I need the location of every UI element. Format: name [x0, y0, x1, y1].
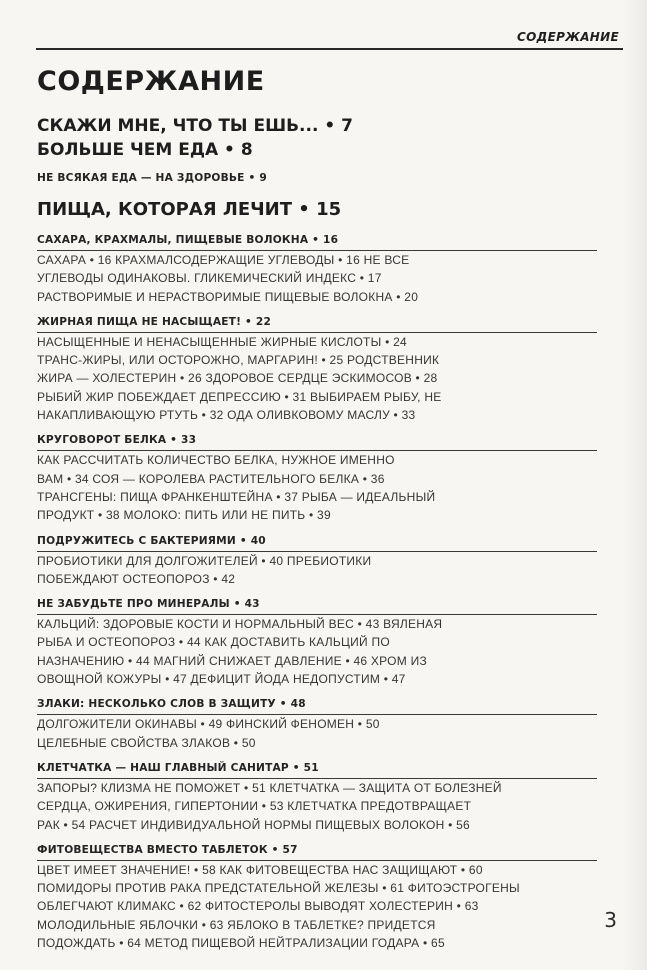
toc-entry[interactable]	[37, 168, 617, 188]
section-entries	[37, 861, 617, 952]
entry-line[interactable]: РЫБА И ОСТЕОПОРОЗ • 44 КАК ДОСТАВИТЬ КАЛЬЦИЙ ПО	[37, 635, 390, 650]
section-entries	[37, 615, 617, 688]
bullet: •	[170, 434, 178, 447]
entry-line[interactable]: ПОМИДОРЫ ПРОТИВ РАКА ПРЕДСТАТЕЛЬНОЙ ЖЕЛЕЗЫ • 61 ФИТОЭСТРОГЕНЫ	[37, 881, 520, 896]
bullet: •	[245, 315, 252, 328]
toc-entry[interactable]	[37, 114, 617, 138]
entry-line[interactable]: ОБЛЕГЧАЮТ КЛИМАКС • 62 ФИТОСТЕРОЛЫ ВЫВОДЯТ ХОЛЕСТЕРИН • 63	[37, 899, 479, 914]
toc-section	[37, 525, 617, 589]
entry-line[interactable]: ПРОДУКТ • 38 МОЛОКО: ПИТЬ ИЛИ НЕ ПИТЬ • 39	[37, 508, 331, 523]
entry-line[interactable]: КАЛЬЦИЙ: ЗДОРОВЫЕ КОСТИ И НОРМАЛЬНЫЙ ВЕС • 43 ВЯЛЕНАЯ	[37, 617, 443, 632]
entry-line[interactable]: ДОЛГОЖИТЕЛИ ОКИНАВЫ • 49 ФИНСКИЙ ФЕНОМЕН • 50	[37, 717, 380, 732]
sections-list	[37, 222, 617, 952]
section-heading[interactable]	[37, 840, 617, 860]
bullet: •	[224, 140, 235, 160]
entry-line[interactable]: РАК • 54 РАСЧЕТ ИНДИВИДУАЛЬНОЙ НОРМЫ ПИЩЕВЫХ ВОЛОКОН • 56	[37, 817, 470, 832]
section-entries	[37, 779, 617, 834]
entry-line[interactable]: НАКАПЛИВАЮЩУЮ РТУТЬ • 32 ОДА ОЛИВКОВОМУ МАСЛУ • 33	[37, 408, 416, 423]
section-title: САХАРА, КРАХМАЛЫ, ПИЩЕВЫЕ ВОЛОКНА	[37, 234, 313, 246]
section-heading[interactable]	[37, 430, 617, 450]
header-rule	[36, 48, 623, 50]
toc-entry-page: 7	[341, 116, 353, 136]
section-title: ЖИРНАЯ ПИЩА НЕ НАСЫЩАЕТ!	[37, 315, 246, 328]
section-entries	[37, 451, 617, 524]
entry-line[interactable]: КАК РАССЧИТАТЬ КОЛИЧЕСТВО БЕЛКА, НУЖНОЕ ИМЕННО	[37, 453, 395, 468]
section-title: НЕ ЗАБУДЬТЕ ПРО МИНЕРАЛЫ	[37, 598, 234, 611]
toc-section	[37, 424, 617, 524]
part-page: 15	[316, 199, 342, 220]
section-title: КРУГОВОРОТ БЕЛКА	[37, 434, 171, 447]
entry-line[interactable]: ЖИРА — ХОЛЕСТЕРИН • 26 ЗДОРОВОЕ СЕРДЦЕ ЭСКИМОСОВ • 28	[37, 371, 438, 386]
toc-section	[37, 222, 617, 306]
toc-entry-title: БОЛЬШЕ ЧЕМ ЕДА	[37, 140, 225, 160]
bullet: •	[239, 534, 247, 547]
entry-line[interactable]: САХАРА • 16 КРАХМАЛСОДЕРЖАЩИЕ УГЛЕВОДЫ • 16 НЕ ВСЕ	[37, 253, 410, 267]
toc-section	[37, 588, 617, 688]
toc-entry-title: НЕ ВСЯКАЯ ЕДА — НА ЗДОРОВЬЕ	[37, 172, 249, 184]
section-title: ЗЛАКИ: НЕСКОЛЬКО СЛОВ В ЗАЩИТУ	[37, 698, 280, 711]
section-page: 43	[244, 598, 260, 611]
bullet: •	[298, 199, 310, 220]
entry-line[interactable]: УГЛЕВОДЫ ОДИНАКОВЫ. ГЛИКЕМИЧЕСКИЙ ИНДЕКС • 17	[37, 271, 382, 286]
section-page: 22	[255, 315, 272, 328]
section-entries	[37, 333, 617, 424]
page-title: СОДЕРЖАНИЕ	[37, 66, 265, 97]
entry-line[interactable]: ЦВЕТ ИМЕЕТ ЗНАЧЕНИЕ! • 58 КАК ФИТОВЕЩЕСТВА НАС ЗАЩИЩАЮТ • 60	[37, 862, 483, 877]
toc-entry[interactable]	[37, 138, 617, 162]
entry-line[interactable]: НАСЫЩЕННЫЕ И НЕНАСЫЩЕННЫЕ ЖИРНЫЕ КИСЛОТЫ • 24	[37, 334, 407, 349]
toc-entry-page: 9	[259, 172, 267, 184]
entry-line[interactable]: ЦЕЛЕБНЫЕ СВОЙСТВА ЗЛАКОВ • 50	[37, 735, 256, 750]
part-heading[interactable]	[37, 198, 617, 222]
bullet: •	[271, 843, 279, 856]
entry-line[interactable]: ПОДОЖДАТЬ • 64 МЕТОД ПИЩЕВОЙ НЕЙТРАЛИЗАЦИИ ГОДАРА • 65	[37, 936, 445, 951]
section-page: 16	[323, 234, 339, 246]
section-title: ФИТОВЕЩЕСТВА ВМЕСТО ТАБЛЕТОК	[37, 843, 272, 856]
entry-line[interactable]: ТРАНСГЕНЫ: ПИЩА ФРАНКЕНШТЕЙНА • 37 РЫБА — ИДЕАЛЬНЫЙ	[37, 489, 436, 504]
entry-line[interactable]: ВАМ • 34 СОЯ — КОРОЛЕВА РАСТИТЕЛЬНОГО БЕЛКА • 36	[37, 471, 385, 486]
section-entries	[37, 715, 617, 752]
part-title: ПИЩА, КОТОРАЯ ЛЕЧИТ	[37, 199, 299, 220]
section-heading[interactable]	[37, 694, 617, 714]
bullet: •	[233, 598, 241, 611]
entry-line[interactable]: ЗАПОРЫ? КЛИЗМА НЕ ПОМОЖЕТ • 51 КЛЕТЧАТКА — ЗАЩИТА ОТ БОЛЕЗНЕЙ	[37, 780, 502, 795]
entry-line[interactable]: МОЛОДИЛЬНЫЕ ЯБЛОЧКИ • 63 ЯБЛОКО В ТАБЛЕТКЕ? ПРИДЕТСЯ	[37, 917, 436, 932]
section-heading[interactable]	[37, 312, 617, 332]
page-number: 3	[604, 908, 617, 932]
entry-line[interactable]: ПОБЕЖДАЮТ ОСТЕОПОРОЗ • 42	[37, 571, 236, 586]
section-page: 48	[290, 698, 306, 711]
section-page: 51	[303, 761, 319, 774]
toc-section	[37, 834, 617, 952]
toc-section	[37, 752, 617, 834]
entry-line[interactable]: СЕРДЦА, ОЖИРЕНИЯ, ГИПЕРТОНИИ • 53 КЛЕТЧАТКА ПРЕДОТВРАЩАЕТ	[37, 799, 472, 814]
entry-line[interactable]: ПРОБИОТИКИ ДЛЯ ДОЛГОЖИТЕЛЕЙ • 40 ПРЕБИОТИКИ	[37, 553, 372, 568]
toc-entry-title: СКАЖИ МНЕ, ЧТО ТЫ ЕШЬ...	[37, 116, 325, 136]
bullet: •	[292, 761, 300, 774]
toc-entry-page: 8	[240, 140, 253, 160]
section-entries	[37, 251, 617, 306]
section-heading[interactable]	[37, 230, 617, 250]
section-heading[interactable]	[37, 594, 617, 614]
bullet: •	[312, 234, 320, 246]
toc-section	[37, 688, 617, 752]
table-of-contents	[37, 64, 617, 952]
section-heading[interactable]	[37, 531, 617, 551]
running-header	[0, 0, 647, 50]
section-heading[interactable]	[37, 758, 617, 778]
section-page: 57	[282, 843, 298, 856]
running-head-title: СОДЕРЖАНИЕ	[517, 30, 619, 44]
bullet: •	[279, 698, 287, 711]
entry-line[interactable]: ТРАНС-ЖИРЫ, ИЛИ ОСТОРОЖНО, МАРГАРИН! • 25 РОДСТВЕННИК	[37, 353, 440, 368]
toc-section	[37, 306, 617, 424]
entry-line[interactable]: РАСТВОРИМЫЕ И НЕРАСТВОРИМЫЕ ПИЩЕВЫЕ ВОЛОКНА • 20	[37, 289, 419, 304]
section-entries	[37, 552, 617, 589]
section-page: 40	[250, 534, 266, 547]
entry-line[interactable]: РЫБИЙ ЖИР ПОБЕЖДАЕТ ДЕПРЕССИЮ • 31 ВЫБИРАЕМ РЫБУ, НЕ	[37, 389, 442, 404]
section-page: 33	[181, 434, 197, 447]
page-edge-shadow	[623, 0, 647, 970]
bullet: •	[324, 116, 336, 136]
entry-line[interactable]: НАЗНАЧЕНИЮ • 44 МАГНИЙ СНИЖАЕТ ДАВЛЕНИЕ • 46 ХРОМ ИЗ	[37, 653, 427, 668]
bullet: •	[248, 172, 256, 184]
section-title: ПОДРУЖИТЕСЬ С БАКТЕРИЯМИ	[37, 534, 240, 547]
section-title: КЛЕТЧАТКА — НАШ ГЛАВНЫЙ САНИТАР	[37, 761, 293, 774]
entry-line[interactable]: ОВОЩНОЙ КОЖУРЫ • 47 ДЕФИЦИТ ЙОДА НЕДОПУСТИМ • 47	[37, 672, 406, 687]
